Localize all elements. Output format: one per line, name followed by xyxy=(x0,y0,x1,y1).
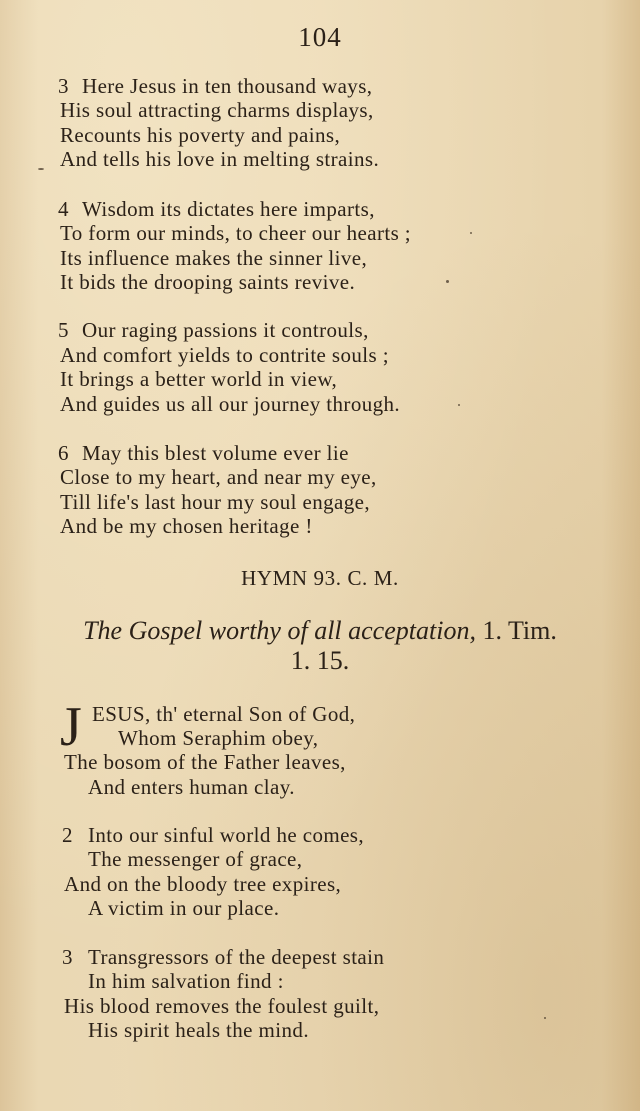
verse-line: And tells his love in melting strains. xyxy=(60,147,380,171)
verse-line: And guides us all our journey through. xyxy=(60,392,401,416)
verse-line: It brings a better world in view, xyxy=(60,367,338,391)
hymn-subtitle-reference-continued: 1. 15. xyxy=(290,646,350,675)
hymn-subtitle xyxy=(0,616,640,646)
verse-line: ESUS, th' eternal Son of God, xyxy=(92,702,356,726)
drop-cap: J xyxy=(60,696,82,758)
verse-line: Close to my heart, and near my eye, xyxy=(60,465,377,489)
ink-speck xyxy=(446,280,449,283)
stanza-number: 6 xyxy=(58,441,69,465)
hymn-title: HYMN 93. C. M. xyxy=(241,566,399,590)
verse-line: And comfort yields to contrite souls ; xyxy=(60,343,389,367)
verse-line: May this blest volume ever lie xyxy=(82,441,349,465)
verse-line: The bosom of the Father leaves, xyxy=(64,750,346,774)
ink-speck xyxy=(458,404,460,406)
verse-line: His blood removes the foulest guilt, xyxy=(64,994,380,1018)
verse-line: Recounts his poverty and pains, xyxy=(60,123,341,147)
verse-line: A victim in our place. xyxy=(88,896,280,920)
stanza-number: 3 xyxy=(58,74,69,98)
verse-line: And be my chosen heritage ! xyxy=(60,514,313,538)
stanza-number: 3 xyxy=(62,945,73,969)
hymn-subtitle-reference: 1. Tim. xyxy=(475,616,557,645)
verse-line: And on the bloody tree expires, xyxy=(64,872,342,896)
hymn-subtitle-text: The Gospel worthy of all acceptation, xyxy=(83,616,476,645)
verse-line: Transgressors of the deepest stain xyxy=(88,945,385,969)
verse-line: Our raging passions it controuls, xyxy=(82,318,369,342)
verse-line: His spirit heals the mind. xyxy=(88,1018,309,1042)
stanza-number: 2 xyxy=(62,823,73,847)
ink-speck xyxy=(470,232,472,234)
verse-line: Its influence makes the sinner live, xyxy=(60,246,368,270)
verse-line: Whom Seraphim obey, xyxy=(118,726,319,750)
verse-line: And enters human clay. xyxy=(88,775,295,799)
verse-line: Till life's last hour my soul engage, xyxy=(60,490,371,514)
verse-line: His soul attracting charms displays, xyxy=(60,98,374,122)
verse-line: In him salvation find : xyxy=(88,969,284,993)
page-number: 104 xyxy=(298,22,342,52)
verse-line: Here Jesus in ten thousand ways, xyxy=(82,74,373,98)
verse-line: Wisdom its dictates here imparts, xyxy=(82,197,375,221)
stanza-number: 5 xyxy=(58,318,69,342)
verse-line: To form our minds, to cheer our hearts ; xyxy=(60,221,412,245)
verse-line: Into our sinful world he comes, xyxy=(88,823,365,847)
ink-speck xyxy=(38,168,44,170)
stanza-number: 4 xyxy=(58,197,69,221)
verse-line: The messenger of grace, xyxy=(88,847,303,871)
ink-speck xyxy=(544,1017,546,1019)
verse-line: It bids the drooping saints revive. xyxy=(60,270,356,294)
